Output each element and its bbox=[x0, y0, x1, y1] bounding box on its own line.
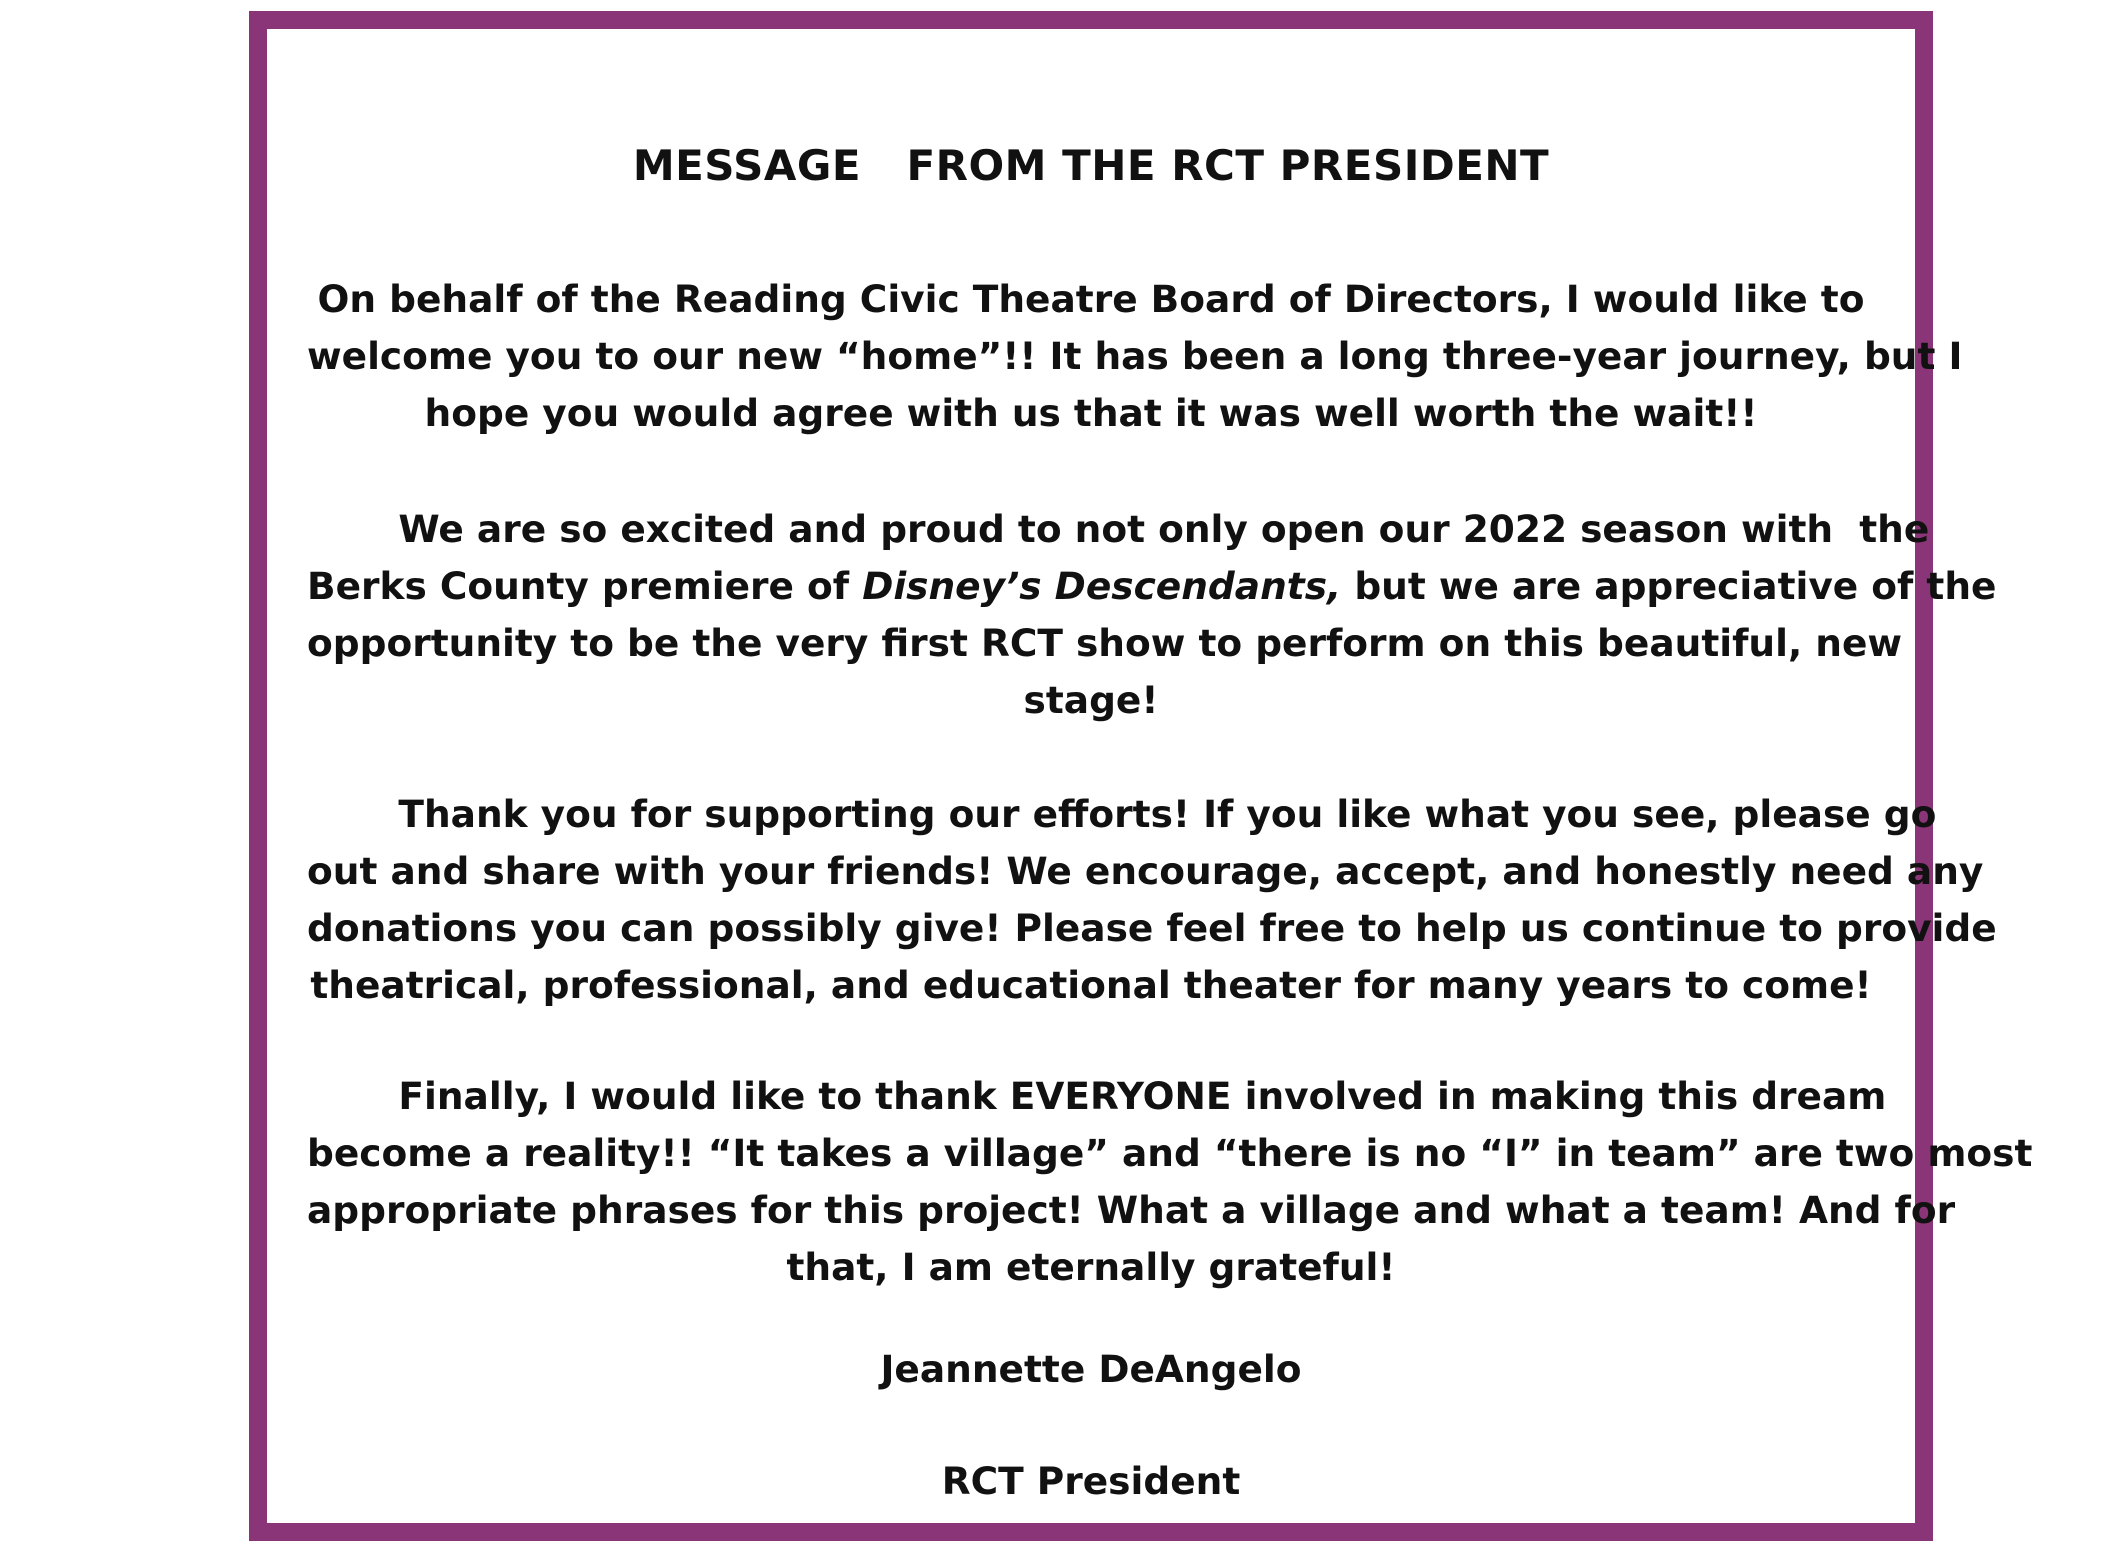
paragraph-line: that, I am eternally grateful! bbox=[786, 1245, 1396, 1289]
paragraph-line: hope you would agree with us that it was well worth the wait!! bbox=[424, 391, 1758, 435]
message-content bbox=[267, 29, 2033, 1523]
signature-name: Jeannette DeAngelo bbox=[880, 1347, 1302, 1391]
paragraph-line: out and share with your friends! We encourage, accept, and honestly need any bbox=[307, 849, 1984, 893]
paragraph-welcome bbox=[307, 271, 1963, 442]
paragraph-line: On behalf of the Reading Civic Theatre Board of Directors, I would like to bbox=[317, 277, 1865, 321]
paragraph-finally bbox=[307, 1068, 2033, 1296]
paragraph-line: Finally, I would like to thank EVERYONE involved in making this dream bbox=[307, 1074, 1887, 1118]
paragraph-line: We are so excited and proud to not only open our 2022 season with the bbox=[307, 507, 1930, 551]
paragraph-line: stage! bbox=[1023, 678, 1159, 722]
paragraph-line: appropriate phrases for this project! What a village and what a team! And for bbox=[307, 1188, 1956, 1232]
paragraph-line: become a reality!! “It takes a village” and “there is no “I” in team” are two most bbox=[307, 1131, 2033, 1175]
paragraph-line: theatrical, professional, and educational theater for many years to come! bbox=[310, 963, 1872, 1007]
paragraph-line: welcome you to our new “home”!! It has been a long three-year journey, but I bbox=[307, 334, 1963, 378]
signature-title: RCT President bbox=[941, 1459, 1241, 1503]
paragraph-thanks bbox=[307, 786, 1997, 1014]
paragraph-text: Berks County premiere of bbox=[307, 564, 863, 608]
paragraph-line: Thank you for supporting our efforts! If you like what you see, please go bbox=[307, 792, 1937, 836]
paragraph-line: opportunity to be the very first RCT show to perform on this beautiful, new bbox=[307, 621, 1903, 665]
message-frame bbox=[249, 11, 2033, 1541]
paragraph-line: donations you can possibly give! Please feel free to help us continue to provide bbox=[307, 906, 1997, 950]
paragraph-line bbox=[307, 558, 1997, 615]
paragraph-season bbox=[307, 501, 1997, 729]
paragraph-text: but we are appreciative of the bbox=[1341, 564, 1997, 608]
page-title: MESSAGE FROM THE RCT PRESIDENT bbox=[632, 141, 1550, 190]
show-title: Disney’s Descendants, bbox=[862, 564, 1342, 608]
